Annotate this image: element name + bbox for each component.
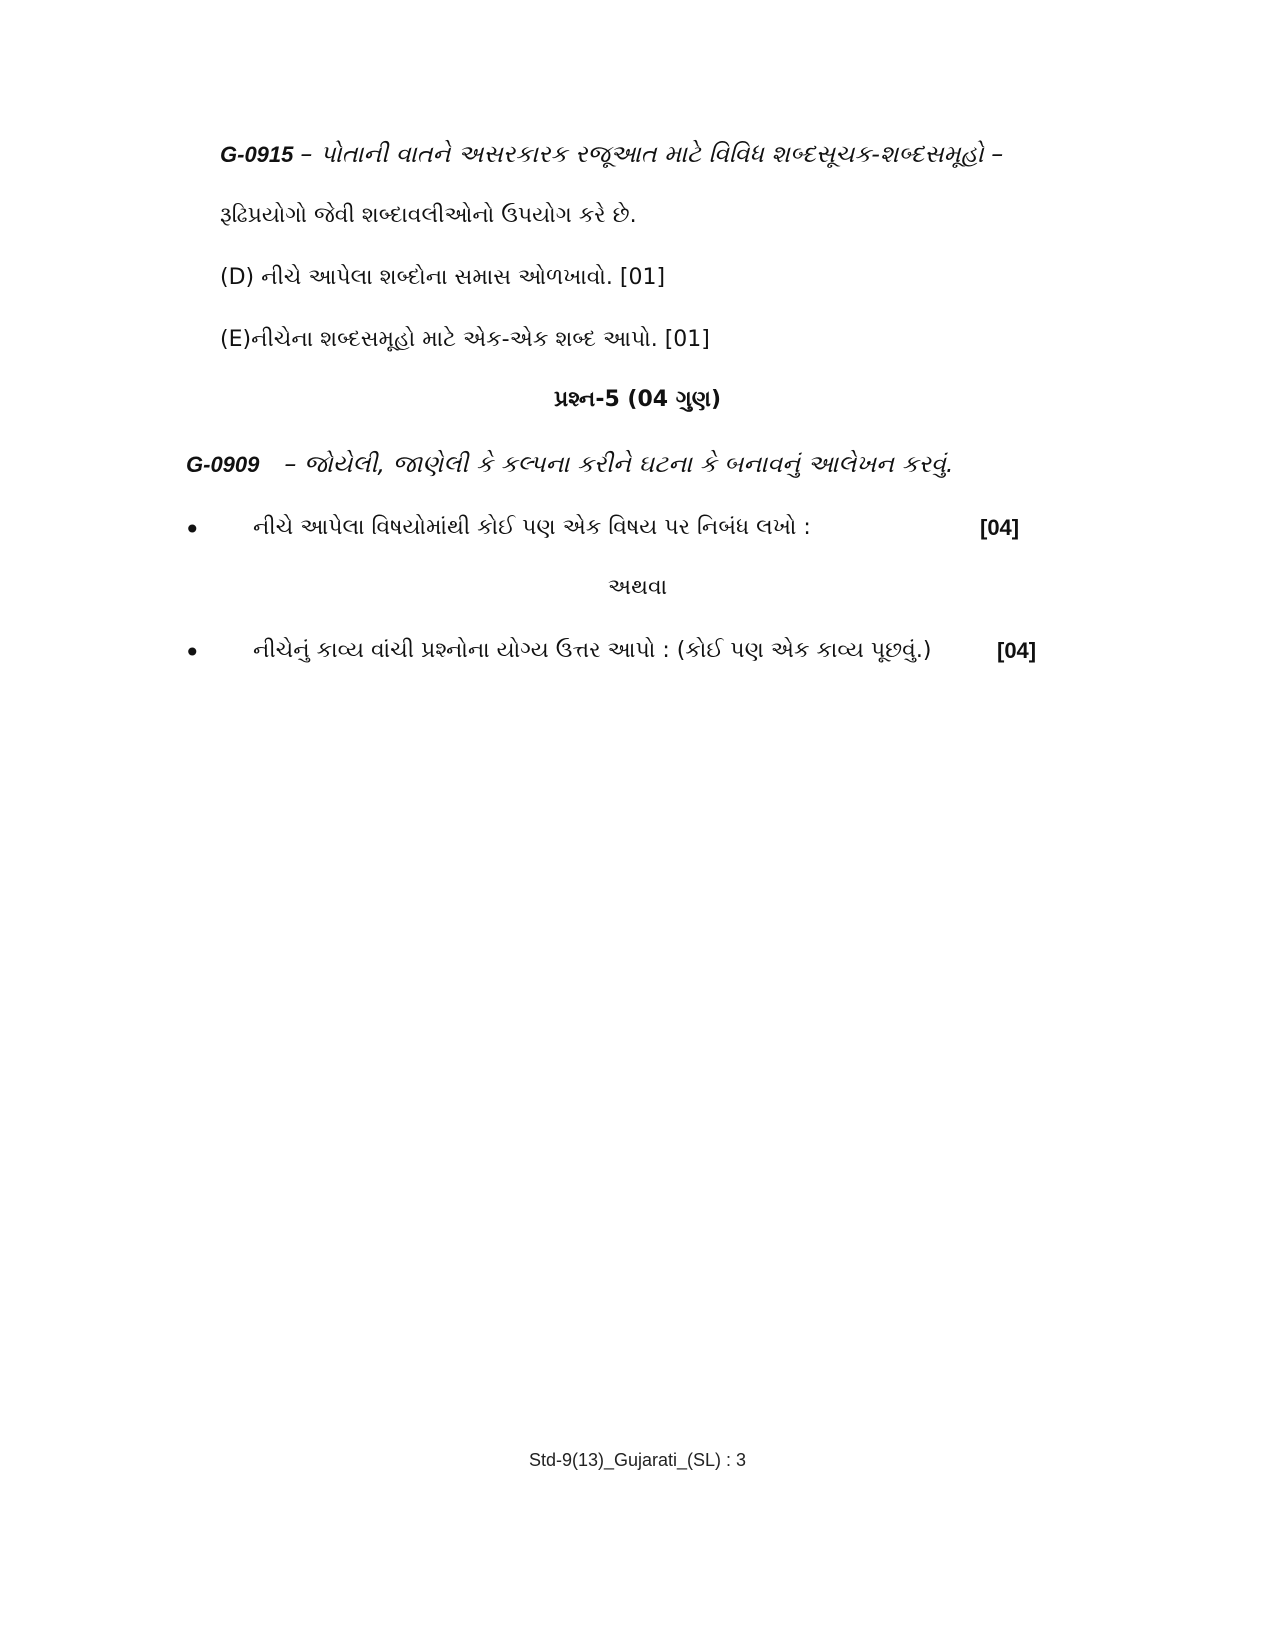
option-text: નીચેનું કાવ્ય વાંચી પ્રશ્નોના યોગ્ય ઉત્તર આપો : (કોઈ પણ એક કાવ્ય પૂછવું.): [253, 638, 932, 663]
item-e: (E)નીચેના શબ્દસમૂહો માટે એક-એક શબ્દ આપો. [01]: [220, 327, 710, 352]
marks-label: [04]: [997, 638, 1037, 663]
outcome-g0909: [186, 448, 954, 482]
or-label: અથવા: [607, 575, 668, 600]
bullet: •: [184, 513, 201, 546]
item-d: (D) નીચે આપેલા શબ્દોના સમાસ ઓળખાવો. [01]: [220, 265, 666, 290]
page-footer: Std-9(13)_Gujarati_(SL) : 3: [528, 1450, 747, 1470]
bullet: •: [184, 636, 201, 669]
marks-label: [04]: [980, 515, 1020, 540]
outcome-code: G-0909: [186, 452, 260, 477]
outcome-text: – જોયેલી, જાણેલી કે કલ્પના કરીને ઘટના કે બનાવનું આલેખન કરવું.: [284, 450, 954, 478]
outcome-text: – પોતાની વાતને અસરકારક રજૂઆત માટે વિવિધ શબ્દસૂચક-શબ્દસમૂહો –: [300, 140, 1004, 168]
outcome-text-continued: રૂઢિપ્રયોગો જેવી શબ્દાવલીઓનો ઉપયોગ કરે છે.: [220, 203, 637, 228]
question-heading: પ્રશ્ન-5 (04 ગુણ): [553, 387, 722, 412]
outcome-g0915: [220, 138, 1003, 172]
option-text: નીચે આપેલા વિષયોમાંથી કોઈ પણ એક વિષય પર નિબંધ લખો :: [253, 515, 811, 540]
outcome-code: G-0915: [220, 142, 294, 167]
